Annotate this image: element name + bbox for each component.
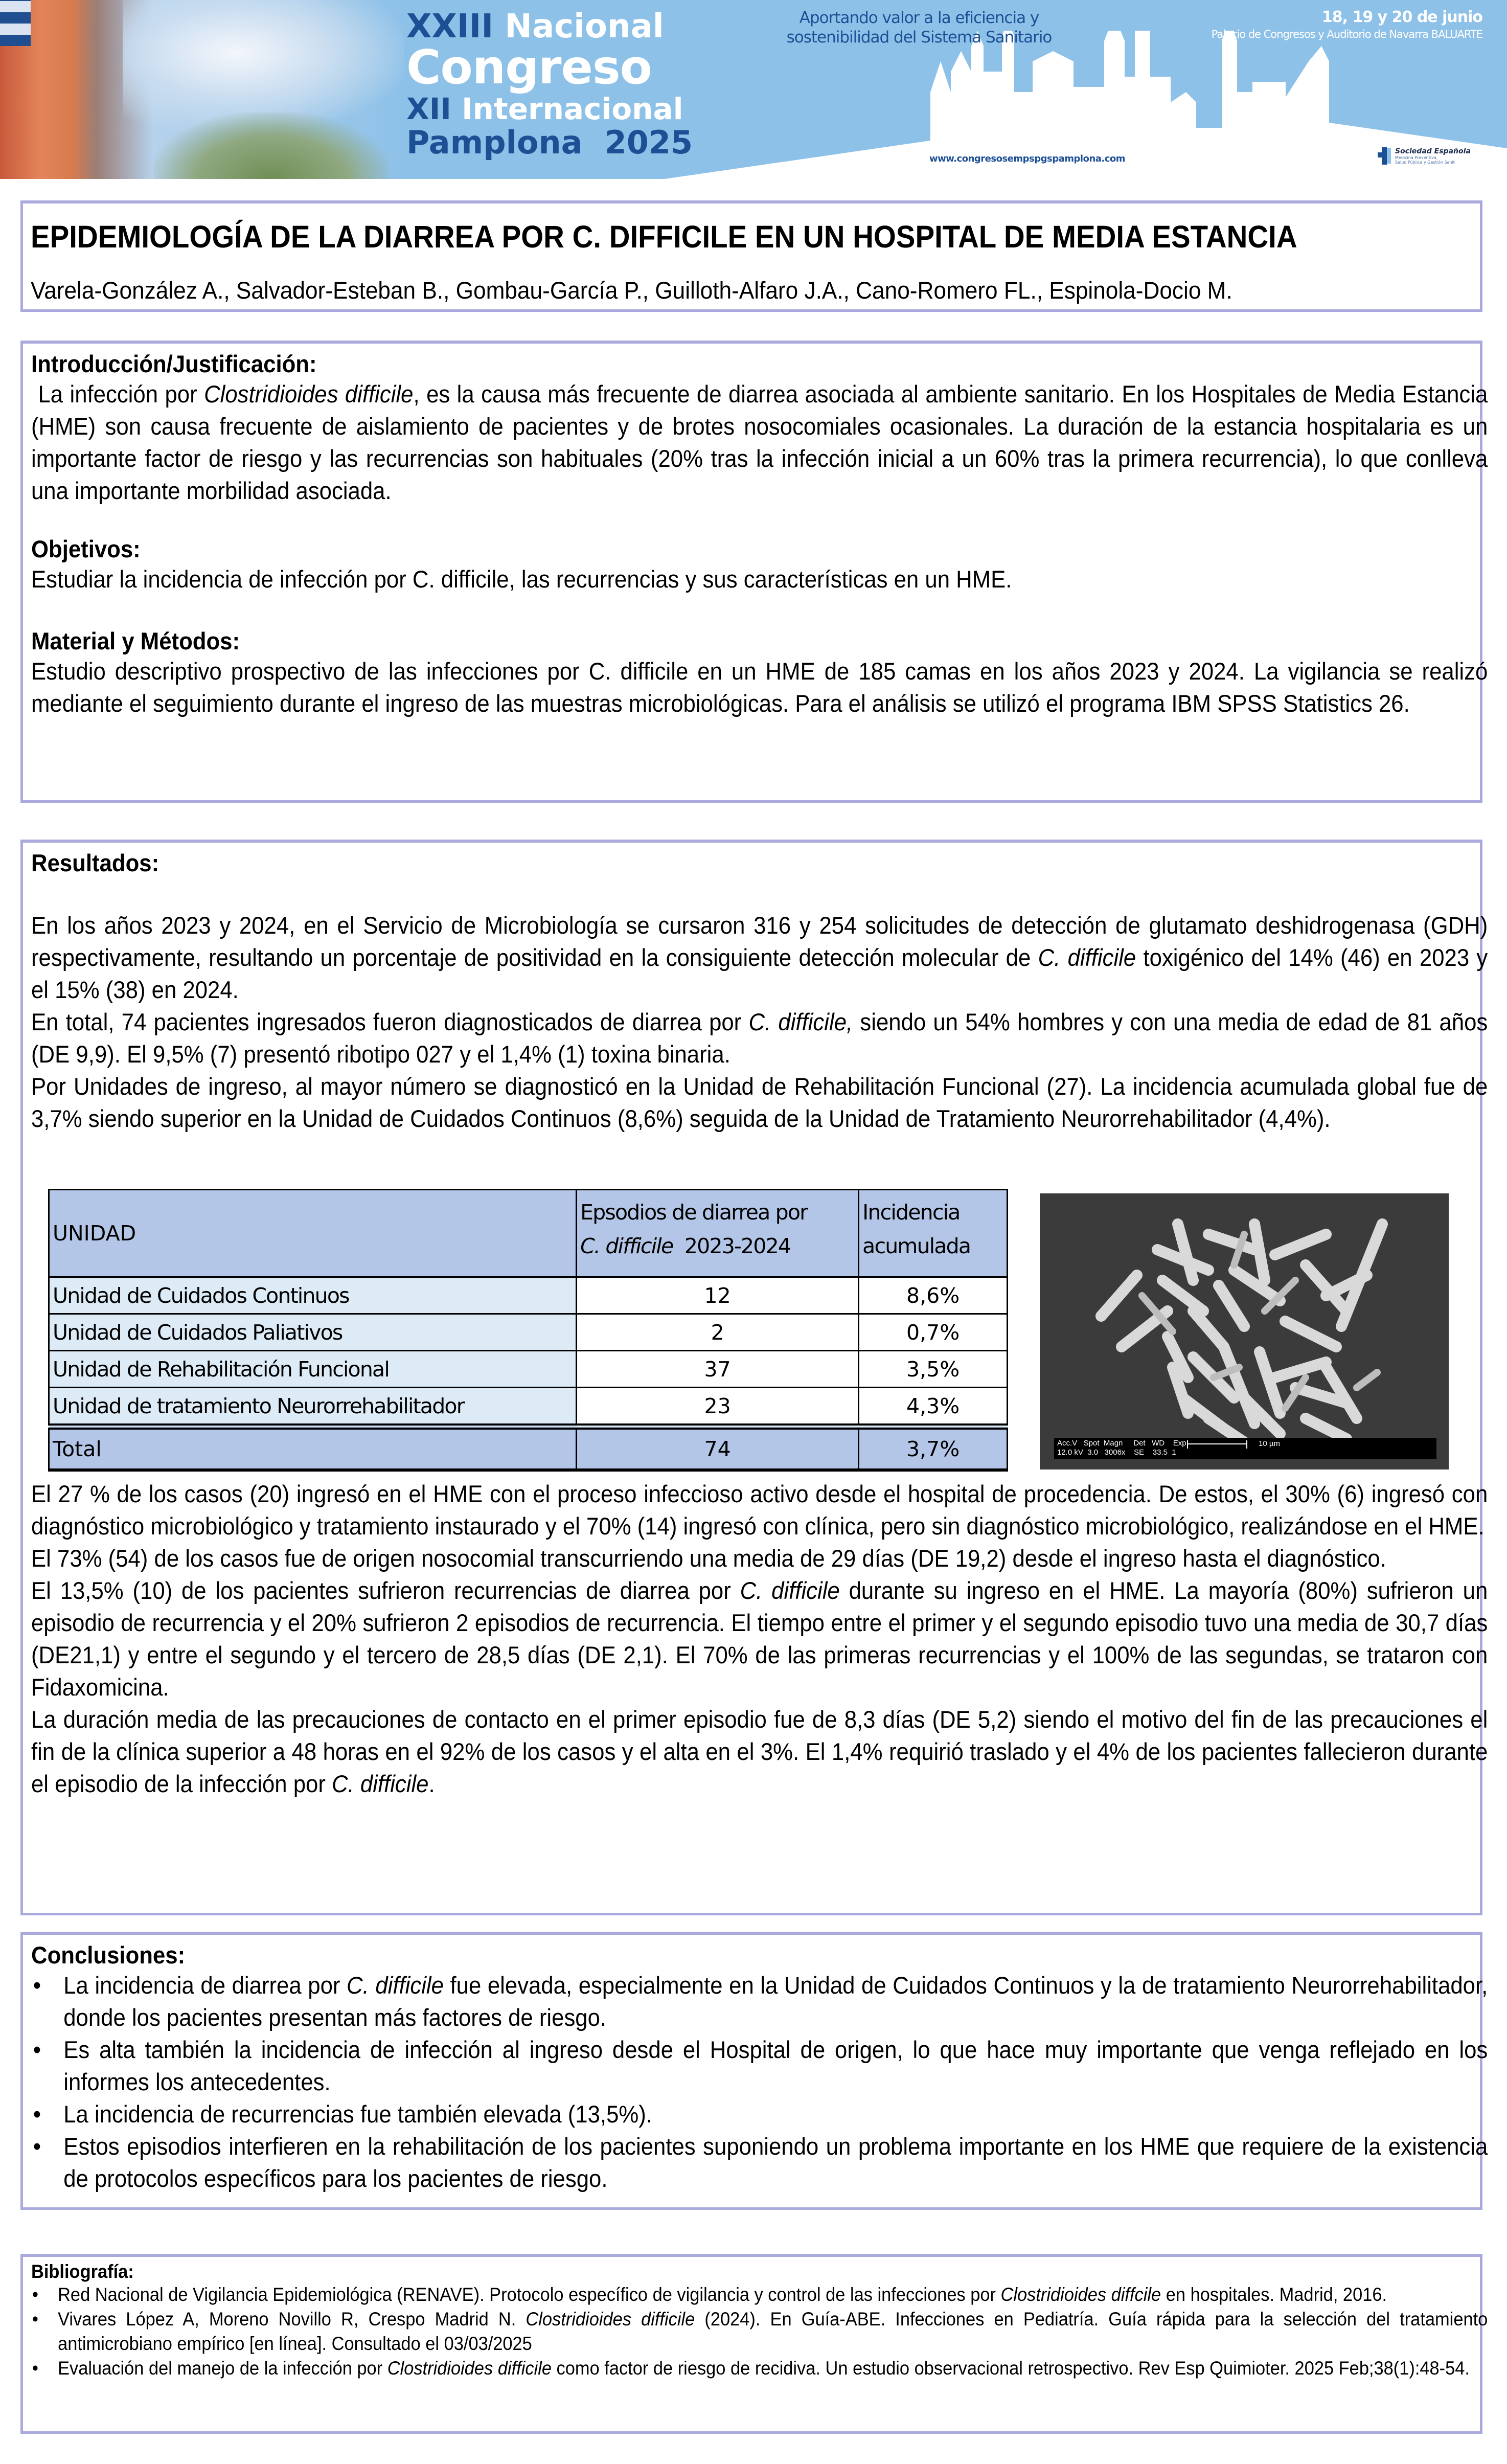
table-total-row xyxy=(49,1427,1008,1470)
list-item xyxy=(31,2130,1488,2195)
congress-title xyxy=(406,7,693,161)
unit-cell: Unidad de Rehabilitación Funcional xyxy=(49,1351,577,1388)
species-name: Clostridioides diffcile xyxy=(1000,2284,1161,2305)
bacteria-rods-icon xyxy=(1040,1193,1449,1470)
results-text: La duración media de las precauciones de contacto en el primer episodio fue de 8,3 días (DE 5,2) siendo el motivo del fin de las precauciones el fin de la clínica superior a 48 horas en el 92% de los casos y el alta en el 3%. El 1,4% requirió traslado y el 4% de los pacientes fallecieron durante el episodio de la infección por xyxy=(31,1706,1488,1797)
total-label: Total xyxy=(49,1427,577,1470)
item-text: Estos episodios interfieren en la rehabilitación de los pacientes suponiendo un problema importante en los HME que requiere de la existencia de protocolos específicos para los pacientes de riesgo. xyxy=(63,2133,1488,2192)
species-name: Clostridioides difficile xyxy=(204,380,414,408)
congress-intl-numeral: XII xyxy=(406,92,451,126)
intro-text-a: La infección por xyxy=(31,380,204,408)
ref-text: en hospitales. Madrid, 2016. xyxy=(1161,2284,1387,2305)
bibliography-box xyxy=(20,2254,1488,2434)
results-section xyxy=(31,849,1488,1135)
society-sub-1: Medicina Preventiva, xyxy=(1395,155,1438,160)
column-header-incidence xyxy=(859,1190,1008,1277)
total-episodes: 74 xyxy=(577,1427,859,1470)
results-section-2 xyxy=(31,1478,1488,1800)
congress-international: Internacional xyxy=(462,92,683,126)
item-text: La incidencia de recurrencias fue también elevada (13,5%). xyxy=(63,2100,652,2128)
species-name: C. difficile, xyxy=(748,1008,853,1035)
tagline-line-1: Aportando valor a la eficiencia y xyxy=(799,9,1039,27)
reference-item xyxy=(31,2282,1488,2307)
unit-cell: Unidad de Cuidados Continuos xyxy=(49,1277,577,1314)
results-paragraph-4: El 27 % de los casos (20) ingresó en el HME con el proceso infeccioso activo desde el hospital de procedencia. De estos, el 30% (6) ingresó con diagnóstico microbiológico y tratamiento instaurado y el 70% (14) ingresó con clínica, pero sin diagnóstico microbiológico, realizándose en el HME. xyxy=(31,1480,1488,1540)
methods-section xyxy=(31,627,1488,719)
society-sub-2: Salud Pública y Gestión Sanit xyxy=(1395,160,1455,165)
table-row xyxy=(49,1351,1008,1388)
ref-text: como factor de riesgo de recidiva. Un estudio observacional retrospectivo. Rev Esp Quimioter. 2025 Feb;38(1):48-54. xyxy=(552,2358,1470,2379)
sem-params-values: 12.0 kV 3.0 3006x SE 33.5 1 xyxy=(1057,1448,1176,1457)
scale-label: 10 µm xyxy=(1259,1439,1280,1448)
society-name: Sociedad Española xyxy=(1395,147,1471,155)
header-species: C. difficile xyxy=(580,1234,673,1258)
item-text: La incidencia de diarrea por xyxy=(63,1972,347,1999)
species-name: C. difficile xyxy=(1038,944,1136,971)
intro-heading: Introducción/Justificación: xyxy=(31,350,317,377)
ref-text: Evaluación del manejo de la infección por xyxy=(58,2358,387,2379)
reference-item xyxy=(31,2356,1488,2381)
congress-banner xyxy=(0,0,1507,179)
list-item xyxy=(31,1969,1488,2033)
intro-methods-box xyxy=(20,341,1488,803)
list-item xyxy=(31,2098,1488,2130)
society-logo xyxy=(1378,147,1471,165)
results-text: . xyxy=(428,1770,435,1797)
results-text: toxigénico del 14% (46) en 2023 y el 15% (38) en 2024. xyxy=(31,944,1488,1003)
column-header-unit: UNIDAD xyxy=(49,1190,577,1277)
table-row xyxy=(49,1388,1008,1427)
results-heading: Resultados: xyxy=(31,849,159,876)
scale-bar-icon xyxy=(1187,1443,1247,1444)
congress-national: Nacional xyxy=(505,8,664,46)
item-text: fue elevada, especialmente en la Unidad de Cuidados Continuos y la de tratamiento Neurorrehabilitador, donde los pacientes presentan más factores de riesgo. xyxy=(63,1972,1488,2031)
objectives-text: Estudiar la incidencia de infección por C. difficile, las recurrencias y sus características en un HME. xyxy=(31,566,1012,593)
incidence-cell: 4,3% xyxy=(859,1388,1008,1427)
results-paragraph-3: Por Unidades de ingreso, al mayor número se diagnosticó en la Unidad de Rehabilitación Funcional (27). La incidencia acumulada global fue de 3,7% siendo superior en la Unidad de Cuidados Continuos (8,6%) seguida de la Unidad de Tratamiento Neurorrehabilitador (4,4%). xyxy=(31,1073,1488,1132)
column-header-episodes xyxy=(577,1190,859,1277)
intro-paragraph xyxy=(31,378,1488,507)
results-text: En total, 74 pacientes ingresados fueron diagnosticados de diarrea por xyxy=(31,1008,749,1035)
species-name: Clostridioides difficile xyxy=(387,2358,552,2379)
ref-text: (2024). En Guía-ABE. Infecciones en Pediatría. Guía rápida para la selección del tratamiento antimicrobiano empírico [en línea]. Consultado el 03/03/2025 xyxy=(58,2309,1488,2354)
results-text: siendo un 54% hombres y con una media de edad de 81 años (DE 9,9). El 9,5% (7) presentó ribotipo 027 y el 1,4% (1) toxina binaria. xyxy=(31,1008,1488,1068)
table-row xyxy=(49,1277,1008,1314)
results-paragraph-2 xyxy=(31,1006,1488,1070)
conclusions-box xyxy=(20,1932,1488,2210)
objectives-heading: Objetivos: xyxy=(31,535,141,562)
methods-text: Estudio descriptivo prospectivo de las infecciones por C. difficile en un HME de 185 camas en los años 2023 y 2024. La vigilancia se realizó mediante el seguimiento durante el ingreso de las muestras microbiológicas. Para el análisis se utilizó el programa IBM SPSS Statistics 26. xyxy=(31,658,1488,717)
page-title: EPIDEMIOLOGÍA DE LA DIARREA POR C. DIFFICILE EN UN HOSPITAL DE MEDIA ESTANCIA xyxy=(31,219,1297,254)
ref-text: Vivares López A, Moreno Novillo R, Crespo Madrid N. xyxy=(58,2309,526,2330)
bibliography-heading: Bibliografía: xyxy=(31,2261,134,2282)
species-name: Clostridioides difficile xyxy=(526,2309,695,2330)
sem-scale-bar xyxy=(1054,1438,1436,1459)
results-paragraph-7 xyxy=(31,1703,1488,1800)
header-incidence-line2: acumulada xyxy=(862,1234,971,1258)
congress-word: Congreso xyxy=(406,40,652,95)
methods-heading: Material y Métodos: xyxy=(31,627,240,654)
venue-text: Palacio de Congresos y Auditorio de Navarra BALUARTE xyxy=(1211,28,1482,40)
sem-micrograph-image xyxy=(1040,1193,1449,1470)
bibliography-section xyxy=(31,2261,1488,2381)
conclusions-heading: Conclusiones: xyxy=(31,1941,186,1969)
episodes-cell: 23 xyxy=(577,1388,859,1427)
species-name: C. difficile xyxy=(347,1972,444,1999)
incidence-cell: 8,6% xyxy=(859,1277,1008,1314)
list-item xyxy=(31,2033,1488,2098)
episodes-cell: 37 xyxy=(577,1351,859,1388)
sem-params-labels: Acc.V Spot Magn Det WD Exp xyxy=(1057,1439,1186,1448)
total-incidence: 3,7% xyxy=(859,1427,1008,1470)
episodes-cell: 12 xyxy=(577,1277,859,1314)
item-text: Es alta también la incidencia de infección al ingreso desde el Hospital de origen, lo que hace muy importante que venga reflejado en los informes los antecedentes. xyxy=(63,2036,1488,2095)
results-text: En los años 2023 y 2024, en el Servicio de Microbiología se cursaron 316 y 254 solicitudes de detección de glutamato deshidrogenasa (GDH) respectivamente, resultando un porcentaje de positividad en la consiguiente detección molecular de xyxy=(31,912,1488,971)
intro-text-b: , es la causa más frecuente de diarrea asociada al ambiente sanitario. En los Hospitales de Media Estancia (HME) son causa frecuente de aislamiento de pacientes y de brotes nosocomiales ocasionales. La duración de la estancia hospitalaria es un importante factor de riesgo y las recurrencias son habituales (20% tras la infección inicial a un 60% tras la primera recurrencia), lo que conlleva una importante morbilidad asociada. xyxy=(31,380,1488,504)
species-name: C. difficile xyxy=(332,1770,429,1797)
reference-item xyxy=(31,2307,1488,2356)
unit-cell: Unidad de Cuidados Paliativos xyxy=(49,1314,577,1351)
congress-numeral: XXIII xyxy=(406,8,494,46)
congress-city-year: Pamplona 2025 xyxy=(406,124,693,161)
tagline-line-2: sostenibilidad del Sistema Sanitario xyxy=(786,28,1052,47)
trees-graphic xyxy=(153,112,389,179)
header-episodes-line1: Epsodios de diarrea por xyxy=(580,1200,808,1225)
intro-section xyxy=(31,350,1488,507)
species-name: C. difficile xyxy=(740,1577,840,1604)
results-paragraph-1 xyxy=(31,909,1488,1006)
header-incidence-line1: Incidencia xyxy=(862,1200,960,1225)
objectives-section xyxy=(31,535,1488,595)
congress-dates xyxy=(1212,8,1482,40)
society-cross-icon xyxy=(1378,147,1392,165)
flag-graphic xyxy=(0,0,31,46)
incidence-cell: 3,5% xyxy=(859,1351,1008,1388)
episodes-cell: 2 xyxy=(577,1314,859,1351)
results-paragraph-5: El 73% (54) de los casos fue de origen nosocomial transcurriendo una media de 29 días (DE 19,2) desde el ingreso hasta el diagnóstico. xyxy=(31,1545,1386,1572)
unit-incidence-table xyxy=(48,1189,1008,1472)
dates-text: 18, 19 y 20 de junio xyxy=(1321,8,1482,26)
incidence-cell: 0,7% xyxy=(859,1314,1008,1351)
congress-tagline xyxy=(781,8,1057,47)
pamplona-street-photo xyxy=(0,0,404,179)
results-paragraph-6 xyxy=(31,1574,1488,1703)
table-header-row xyxy=(49,1190,1008,1277)
header-years: 2023-2024 xyxy=(673,1234,791,1258)
unit-cell: Unidad de tratamiento Neurorrehabilitador xyxy=(49,1388,577,1427)
table-row xyxy=(49,1314,1008,1351)
congress-website-link[interactable]: www.congresosempspgspamplona.com xyxy=(929,153,1126,164)
bibliography-list xyxy=(31,2282,1488,2381)
ref-text: Red Nacional de Vigilancia Epidemiológica (RENAVE). Protocolo específico de vigilancia y control de las infecciones por xyxy=(58,2284,1001,2305)
conclusions-list xyxy=(31,1969,1488,2195)
authors-line: Varela-González A., Salvador-Esteban B., Gombau-García P., Guilloth-Alfaro J.A., Cano-Romero FL., Espinola-Docio M. xyxy=(31,277,1232,304)
results-text: El 13,5% (10) de los pacientes sufrieron recurrencias de diarrea por xyxy=(31,1577,740,1604)
conclusions-section xyxy=(31,1941,1488,2195)
results-text: durante su ingreso en el HME. La mayoría (80%) sufrieron un episodio de recurrencia y el 20% sufrieron 2 episodios de recurrencia. El tiempo entre el primer y el segundo episodio tuvo una media de 30,7 días (DE21,1) y entre el segundo y el tercero de 28,5 días (DE 2,1). El 70% de las primeras recurrencias y el 100% de las segundas, se trataron con Fidaxomicina. xyxy=(31,1577,1488,1701)
